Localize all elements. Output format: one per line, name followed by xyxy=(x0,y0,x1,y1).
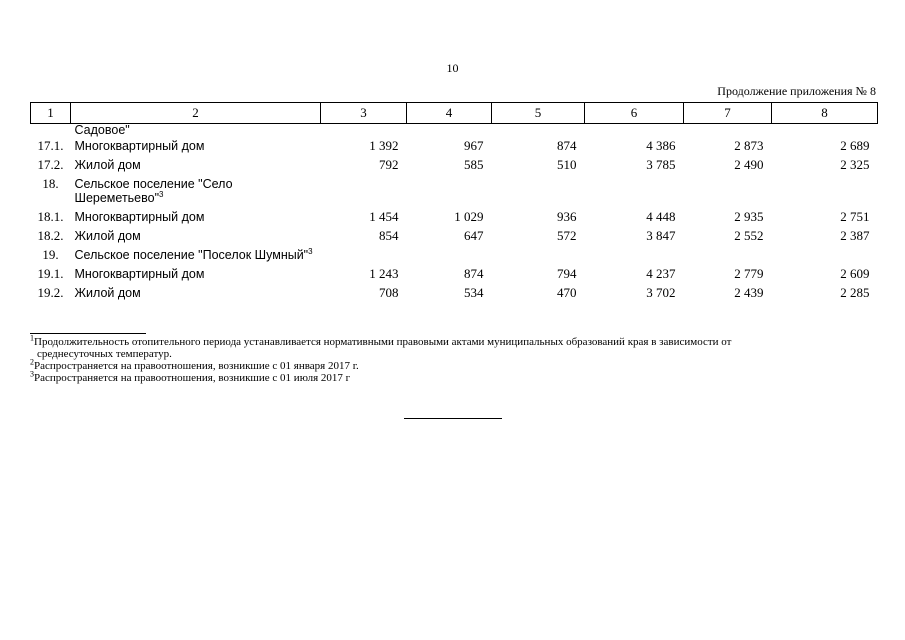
cell-value xyxy=(492,174,585,207)
cell-value xyxy=(772,174,878,207)
cell-value: 572 xyxy=(557,228,577,243)
cell-value: 3 785 xyxy=(646,157,676,172)
cell-value: 2 387 xyxy=(840,228,870,243)
cell-value: 4 386 xyxy=(646,138,676,153)
cell-value xyxy=(772,245,878,264)
cell-value: 1 243 xyxy=(369,266,399,281)
cell-value: 2 873 xyxy=(734,138,764,153)
cell-value: 4 448 xyxy=(646,209,676,224)
cell-value xyxy=(684,174,772,207)
footnote-text: Распространяется на правоотношения, возникшие с 01 января 2017 г. xyxy=(34,360,359,372)
row-name-text: Жилой дом xyxy=(74,229,141,243)
row-name xyxy=(71,245,321,264)
row-number: 18. xyxy=(42,176,59,191)
footnote-text: Распространяется на правоотношения, возникшие с 01 июля 2017 г xyxy=(34,372,351,384)
column-header: 8 xyxy=(772,103,878,124)
row-number: 19.1. xyxy=(37,266,64,281)
row-name xyxy=(71,207,321,226)
cell-value: 470 xyxy=(557,285,577,300)
cell-value: 874 xyxy=(464,266,484,281)
cell-value xyxy=(585,174,684,207)
cell-value xyxy=(585,245,684,264)
cell-value: 2 609 xyxy=(840,266,870,281)
cell-value xyxy=(492,245,585,264)
row-name-text: Жилой дом xyxy=(74,286,141,300)
cell-value: 647 xyxy=(464,228,484,243)
row-name-text: Жилой дом xyxy=(74,158,141,172)
footnote-divider xyxy=(30,333,146,334)
column-header: 3 xyxy=(321,103,407,124)
appendix-continuation-label: Продолжение приложения № 8 xyxy=(717,84,876,98)
cell-value: 967 xyxy=(464,138,484,153)
cell-value: 708 xyxy=(379,285,399,300)
cell-value: 3 847 xyxy=(646,228,676,243)
table-row xyxy=(31,136,878,155)
table-header-row xyxy=(31,103,878,124)
cell-value: 2 325 xyxy=(840,157,870,172)
row-number: 17.2. xyxy=(37,157,64,172)
table-row xyxy=(31,174,878,207)
row-number: 18.2. xyxy=(37,228,64,243)
cell-value: 794 xyxy=(557,266,577,281)
row-name xyxy=(71,155,321,174)
row-name-text: Многоквартирный дом xyxy=(74,139,205,153)
row-number: 18.1. xyxy=(37,209,64,224)
table-row xyxy=(31,264,878,283)
cell-value: 2 779 xyxy=(734,266,764,281)
cell-value: 792 xyxy=(379,157,399,172)
footnote xyxy=(30,357,877,372)
cell-value: 1 392 xyxy=(369,138,399,153)
data-table xyxy=(30,102,878,302)
cell-value: 510 xyxy=(557,157,577,172)
column-header: 7 xyxy=(684,103,772,124)
row-number: 19.2. xyxy=(37,285,64,300)
row-name xyxy=(71,226,321,245)
page-number: 10 xyxy=(446,61,459,75)
column-header: 5 xyxy=(492,103,585,124)
cell-value: 1 454 xyxy=(369,209,399,224)
cell-value: 854 xyxy=(379,228,399,243)
row-name-text: Многоквартирный дом xyxy=(74,267,205,281)
cell-value: 2 935 xyxy=(734,209,764,224)
footnote-ref: 3 xyxy=(308,246,313,256)
cell-value: 2 751 xyxy=(840,209,870,224)
row-number: 19. xyxy=(42,247,59,262)
column-header: 1 xyxy=(31,103,71,124)
cell-value: 936 xyxy=(557,209,577,224)
cell-value: 874 xyxy=(557,138,577,153)
row-name-text: Сельское поселение "Село Шереметьево" xyxy=(74,177,233,205)
footnote xyxy=(30,369,877,384)
row-name xyxy=(71,264,321,283)
carryover-text: Садовое" xyxy=(74,123,130,137)
cell-value: 585 xyxy=(464,157,484,172)
footnote-mark: 1 xyxy=(30,333,34,343)
cell-value xyxy=(407,174,492,207)
footnote xyxy=(30,333,877,360)
end-divider xyxy=(404,418,502,419)
footnotes xyxy=(30,333,877,384)
cell-value: 2 490 xyxy=(734,157,764,172)
cell-value xyxy=(407,245,492,264)
row-name xyxy=(71,283,321,302)
footnote-mark: 3 xyxy=(30,369,34,379)
footnote-text: Продолжительность отопительного периода устанавливается нормативными правовыми актами муниципальных образований края в зависимости от xyxy=(34,336,732,348)
row-name-text: Многоквартирный дом xyxy=(74,210,205,224)
footnote-mark: 2 xyxy=(30,357,34,367)
cell-value xyxy=(321,174,407,207)
cell-value: 2 552 xyxy=(734,228,764,243)
column-header: 4 xyxy=(407,103,492,124)
row-name xyxy=(71,136,321,155)
table-row xyxy=(31,226,878,245)
table-row-carryover xyxy=(31,124,878,137)
cell-value: 2 285 xyxy=(840,285,870,300)
table-row xyxy=(31,155,878,174)
cell-value: 2 689 xyxy=(840,138,870,153)
cell-value: 534 xyxy=(464,285,484,300)
cell-value: 1 029 xyxy=(454,209,484,224)
cell-value xyxy=(321,245,407,264)
column-header: 6 xyxy=(585,103,684,124)
table-row xyxy=(31,245,878,264)
row-number: 17.1. xyxy=(37,138,64,153)
cell-value xyxy=(684,245,772,264)
column-header: 2 xyxy=(71,103,321,124)
footnote-continuation: среднесуточных температур. xyxy=(37,348,172,360)
footnote-ref: 3 xyxy=(159,189,164,199)
cell-value: 4 237 xyxy=(646,266,676,281)
table-row xyxy=(31,207,878,226)
cell-value: 3 702 xyxy=(646,285,676,300)
cell-value: 2 439 xyxy=(734,285,764,300)
row-name xyxy=(71,174,321,207)
table-row xyxy=(31,283,878,302)
row-name-text: Сельское поселение "Поселок Шумный" xyxy=(74,248,309,262)
